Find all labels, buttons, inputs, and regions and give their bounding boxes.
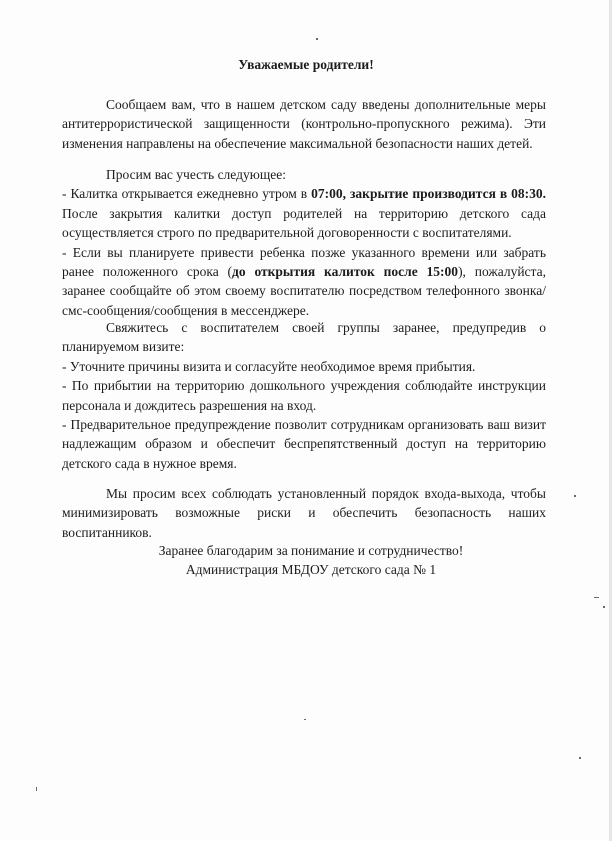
scan-speck: [304, 719, 306, 720]
scan-speck: [579, 757, 581, 759]
scan-speck: [603, 606, 605, 608]
document-title: Уважаемые родители!: [238, 57, 374, 72]
contact-text: Свяжитесь с воспитателем своей группы заранее, предупредив о планируемом визите:: [62, 320, 546, 355]
tip-item: - По прибытии на территорию дошкольного учреждения соблюдайте инструкции персонала и дождитесь разрешения на вход.: [62, 378, 546, 413]
scan-speck: [316, 38, 318, 40]
opening-hours-text-c: После закрытия калитки доступ родителей на территорию детского сада осуществляется строго по предварительной договоренности с воспитателями.: [62, 205, 546, 241]
intro-paragraph: [62, 95, 546, 153]
closing-paragraph: [62, 484, 546, 542]
intro-text: Сообщаем вам, что в нашем детском саду введены дополнительные меры антитеррористической защищенности (контрольно-пропускного режима). Эти изменения направлены на обеспечение максимальной безопасности наших детей.: [62, 97, 546, 151]
signature-text: Администрация МБДОУ детского сада № 1: [185, 562, 437, 578]
request-header: Просим вас учесть следующее:: [106, 167, 286, 182]
opening-hours-time: 07:00, закрытие производится в 08:30.: [311, 186, 546, 202]
late-arrival-item: [62, 243, 546, 321]
thanks-text: Заранее благодарим за понимание и сотрудничество!: [158, 543, 464, 558]
thanks-block: [55, 541, 567, 580]
late-arrival-text-c: ), пожалуйста, заранее сообщайте об этом своему воспитателю посредством телефонного звонка/смс-сообщения/сообщения в мессенджере.: [62, 264, 546, 318]
contact-block: [62, 318, 546, 473]
tip-item: - Уточните причины визита и согласуйте необходимое время прибытия.: [62, 358, 476, 374]
opening-hours-item: [62, 184, 546, 242]
scan-speck: [36, 787, 37, 791]
request-block: [62, 165, 546, 320]
closing-text: Мы просим всех соблюдать установленный порядок входа-выхода, чтобы минимизировать возможные риски и обеспечить безопасность наших воспитанников.: [62, 486, 546, 540]
tip-item: - Предварительное предупреждение позволит сотрудникам организовать ваш визит надлежащим образом и обеспечит беспрепятственный доступ на территорию детского сада в нужное время.: [62, 417, 546, 471]
opening-hours-text-a: - Калитка открывается ежедневно утром в: [62, 186, 312, 202]
scan-speck: [574, 495, 576, 497]
late-arrival-time: до открытия калиток после 15:00: [232, 264, 459, 280]
late-arrival-text-a: - Если вы планируете привести ребенка позже указанного времени или забрать ранее положенного срока (: [62, 244, 546, 280]
scan-speck: [594, 597, 599, 598]
